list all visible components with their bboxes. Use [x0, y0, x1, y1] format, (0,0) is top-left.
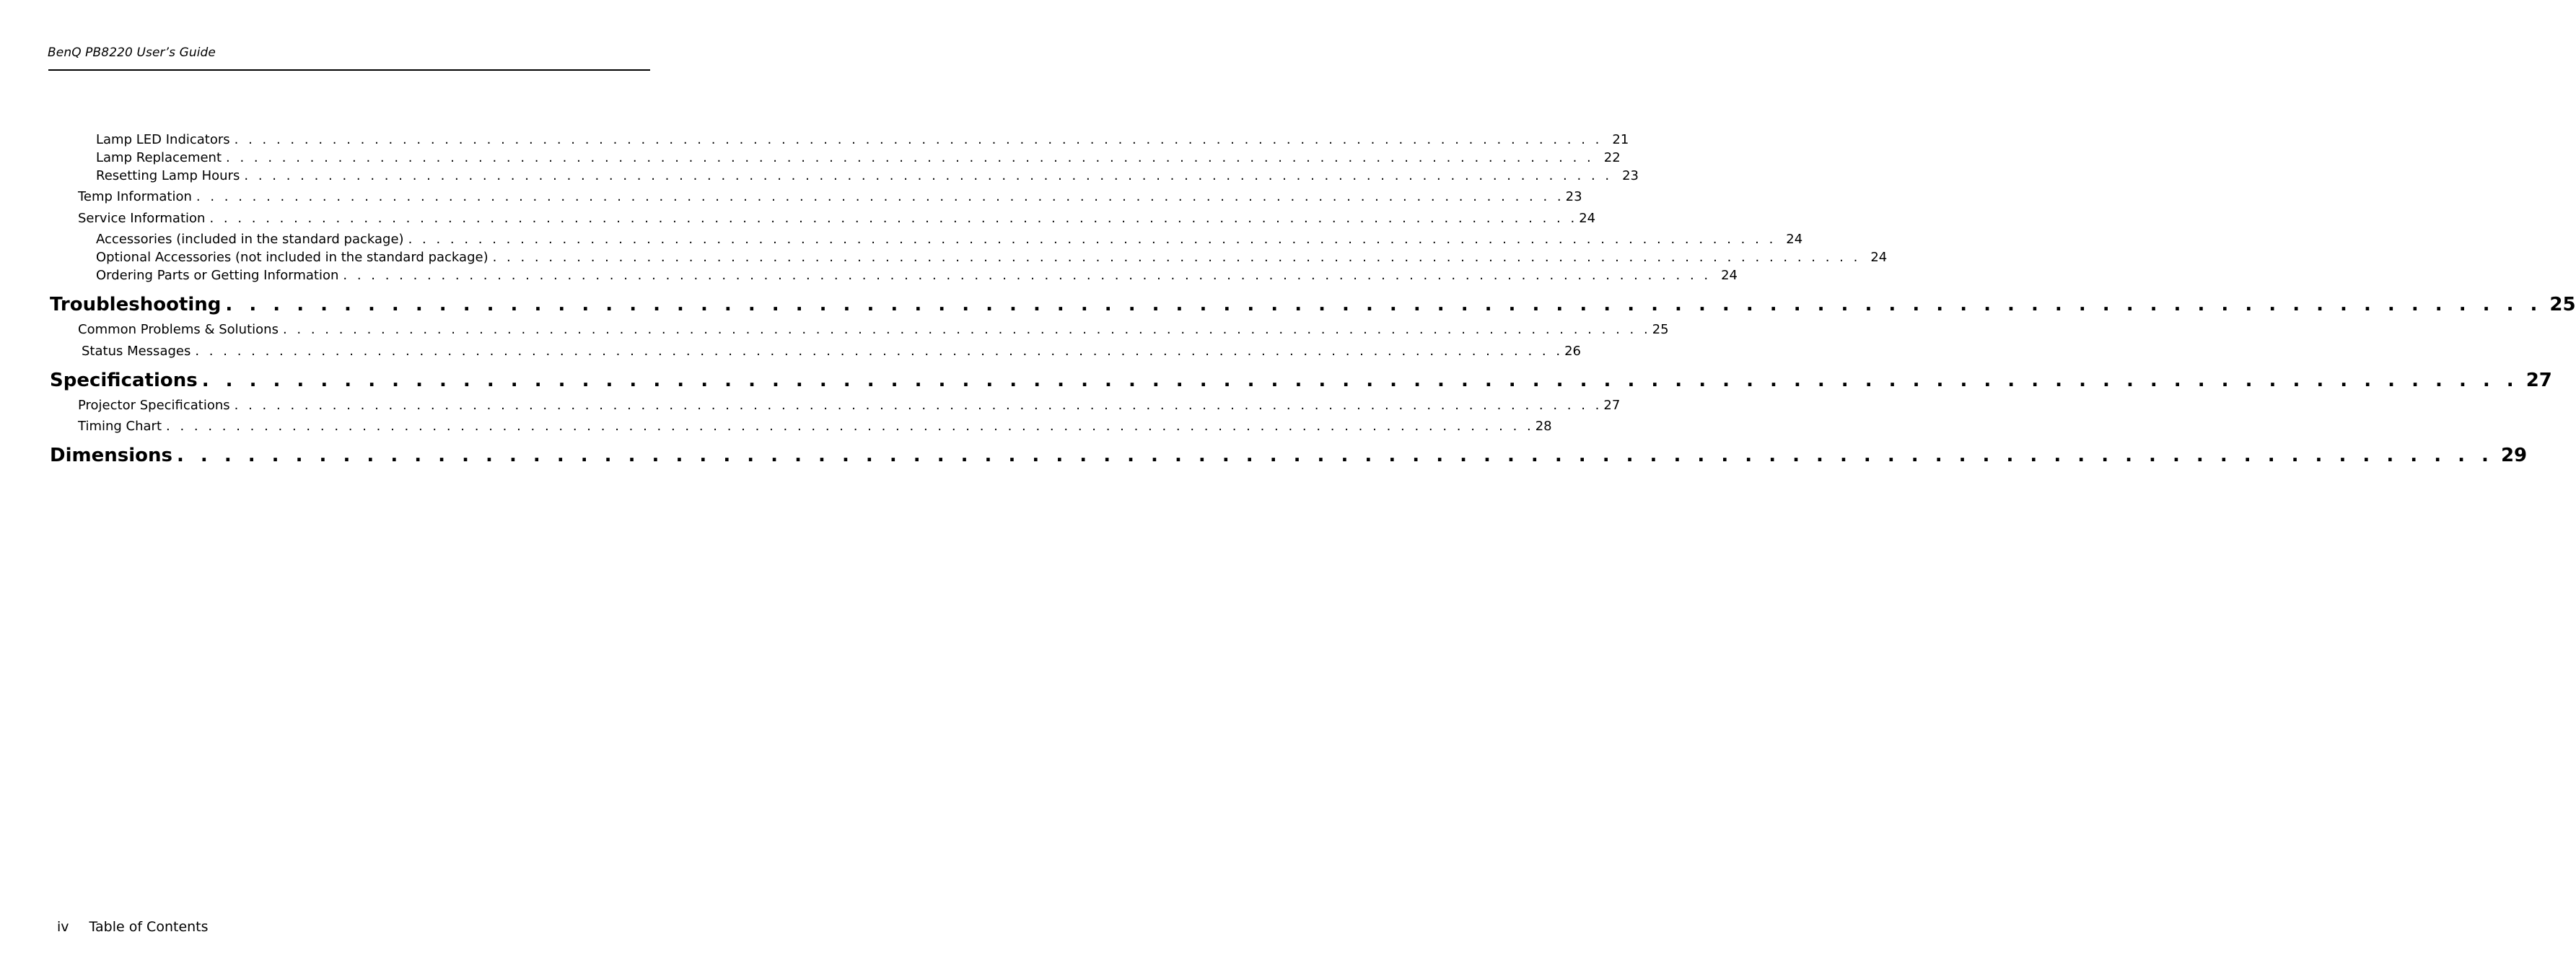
header-rule — [48, 69, 650, 71]
toc-entry-label: Projector Specifications — [78, 398, 230, 413]
footer-page-number: iv — [57, 919, 69, 935]
dot-leader: . . . . . . . . . . . . . . . . . . . . . . . . . . . . . . . . . . . . . . . . . . . . . . . . . . . . . . . . . . . . . . . . . . . . . . . . . . . . . . . . . . . . . . . . . . . . . . . . . . — [343, 268, 1712, 283]
toc-chapter-label: Specifications — [50, 370, 198, 391]
dot-leader: . . . . . . . . . . . . . . . . . . . . . . . . . . . . . . . . . . . . . . . . . . . . . . . . . . . . . . . . . . . . . . . . . . . . . . . . . . . . . . . . . . . . . . . . . . . . . . . . . . — [492, 250, 1861, 265]
toc-entry-status-messages[interactable] — [82, 344, 1581, 359]
toc-entry-page: 24 — [1721, 268, 1738, 283]
toc-entry-label: Ordering Parts or Getting Information — [96, 268, 339, 283]
dot-leader: . . . . . . . . . . . . . . . . . . . . . . . . . . . . . . . . . . . . . . . . . . . . . . . . . . . . . . . . . . . . . . . . . . . . . . . . . . . . . . . . . . . . . . . . . . . . . . . . . . — [196, 189, 1564, 204]
toc-chapter-page: 29 — [2500, 445, 2528, 466]
dot-leader: . . . . . . . . . . . . . . . . . . . . . . . . . . . . . . . . . . . . . . . . . . . . . . . . . . . . . . . . . . . . . . . . . . . . . . . . . . . . . . . . . . . . . . . . . . . . . . . . . . — [195, 344, 1564, 359]
toc-entry-page: 23 — [1565, 189, 1582, 204]
dot-leader: . . . . . . . . . . . . . . . . . . . . . . . . . . . . . . . . . . . . . . . . . . . . . . . . . . . . . . . . . . . . . . . . . . . . . . . . . . . . . . . . . . . . . . . . . . . . . . . . . . — [234, 398, 1603, 413]
toc-entry-accessories[interactable] — [96, 232, 1803, 247]
toc-chapter-label: Troubleshooting — [50, 294, 222, 315]
toc-entry-label: Optional Accessories (not included in the standard package) — [96, 250, 489, 265]
page-footer — [57, 919, 209, 935]
dot-leader: . . . . . . . . . . . . . . . . . . . . . . . . . . . . . . . . . . . . . . . . . . . . . . . . . . . . . . . . . . . . . . . . . . . . . . . . . . . . . . . . . . . . . . . . . . . . . . . . . . — [282, 322, 1651, 337]
toc-entry-page: 28 — [1535, 419, 1552, 434]
toc-entry-lamp-replacement[interactable] — [96, 150, 1621, 165]
dot-leader: . . . . . . . . . . . . . . . . . . . . . . . . . . . . . . . . . . . . . . . . . . . . . . . . . . . . . . . . . . . . . . . . . . . . . . . . . . . . . . . . . . . . . . . . . . . . . . . . . . — [209, 211, 1578, 226]
toc-entry-label: Service Information — [78, 211, 206, 226]
running-header: BenQ PB8220 User’s Guide — [48, 45, 216, 60]
toc-entry-page: 24 — [1579, 211, 1596, 226]
dot-leader: . . . . . . . . . . . . . . . . . . . . . . . . . . . . . . . . . . . . . . . . . . . . . . . . . . . . . . . . . . . . . . . . . . . . . . . . . . . . . . . . . . . . . . . . . . . . . . . . . . — [201, 370, 2519, 391]
toc-entry-page: 27 — [1603, 398, 1621, 413]
toc-chapter-page: 25 — [2549, 294, 2576, 315]
dot-leader: . . . . . . . . . . . . . . . . . . . . . . . . . . . . . . . . . . . . . . . . . . . . . . . . . . . . . . . . . . . . . . . . . . . . . . . . . . . . . . . . . . . . . . . . . . . . . . . . . . — [244, 168, 1613, 183]
toc-entry-temp-information[interactable] — [78, 189, 1582, 204]
toc-entry-label: Common Problems & Solutions — [78, 322, 279, 337]
toc-entry-page: 21 — [1612, 132, 1629, 147]
toc-entry-label: Temp Information — [78, 189, 192, 204]
footer-section-title: Table of Contents — [89, 919, 209, 935]
toc-chapter-troubleshooting[interactable] — [50, 294, 2576, 315]
dot-leader: . . . . . . . . . . . . . . . . . . . . . . . . . . . . . . . . . . . . . . . . . . . . . . . . . . . . . . . . . . . . . . . . . . . . . . . . . . . . . . . . . . . . . . . . . . . . . . . . . . — [226, 150, 1594, 165]
toc-entry-ordering-parts[interactable] — [96, 268, 1738, 283]
toc-entry-label: Lamp LED Indicators — [96, 132, 230, 147]
toc-entry-label: Accessories (included in the standard package) — [96, 232, 404, 247]
toc-entry-page: 23 — [1622, 168, 1639, 183]
toc-entry-page: 24 — [1786, 232, 1803, 247]
toc-entry-lamp-led-indicators[interactable] — [96, 132, 1629, 147]
toc-entry-resetting-lamp-hours[interactable] — [96, 168, 1639, 183]
toc-entry-timing-chart[interactable] — [78, 419, 1552, 434]
toc-entry-page: 22 — [1603, 150, 1621, 165]
toc-entry-label: Status Messages — [82, 344, 191, 359]
toc-chapter-page: 27 — [2525, 370, 2552, 391]
toc-entry-page: 24 — [1870, 250, 1888, 265]
toc-entry-service-information[interactable] — [78, 211, 1596, 226]
dot-leader: . . . . . . . . . . . . . . . . . . . . . . . . . . . . . . . . . . . . . . . . . . . . . . . . . . . . . . . . . . . . . . . . . . . . . . . . . . . . . . . . . . . . . . . . . . . . . . . . . . — [234, 132, 1603, 147]
toc-entry-common-problems[interactable] — [78, 322, 1669, 337]
toc-entry-label: Lamp Replacement — [96, 150, 222, 165]
toc-entry-projector-specifications[interactable] — [78, 398, 1621, 413]
dot-leader: . . . . . . . . . . . . . . . . . . . . . . . . . . . . . . . . . . . . . . . . . . . . . . . . . . . . . . . . . . . . . . . . . . . . . . . . . . . . . . . . . . . . . . . . . . . . . . . . . . — [408, 232, 1777, 247]
dot-leader: . . . . . . . . . . . . . . . . . . . . . . . . . . . . . . . . . . . . . . . . . . . . . . . . . . . . . . . . . . . . . . . . . . . . . . . . . . . . . . . . . . . . . . . . . . . . . . . . . . — [225, 294, 2543, 315]
toc-chapter-dimensions[interactable] — [50, 445, 2528, 466]
toc-entry-label: Timing Chart — [78, 419, 162, 434]
toc-entry-page: 26 — [1564, 344, 1581, 359]
dot-leader: . . . . . . . . . . . . . . . . . . . . . . . . . . . . . . . . . . . . . . . . . . . . . . . . . . . . . . . . . . . . . . . . . . . . . . . . . . . . . . . . . . . . . . . . . . . . . . . . . . — [176, 445, 2494, 466]
toc-chapter-specifications[interactable] — [50, 370, 2552, 391]
toc-entry-page: 25 — [1652, 322, 1669, 337]
toc-chapter-label: Dimensions — [50, 445, 172, 466]
toc-entry-label: Resetting Lamp Hours — [96, 168, 240, 183]
dot-leader: . . . . . . . . . . . . . . . . . . . . . . . . . . . . . . . . . . . . . . . . . . . . . . . . . . . . . . . . . . . . . . . . . . . . . . . . . . . . . . . . . . . . . . . . . . . . . . . . . . — [166, 419, 1534, 434]
toc-entry-optional-accessories[interactable] — [96, 250, 1888, 265]
